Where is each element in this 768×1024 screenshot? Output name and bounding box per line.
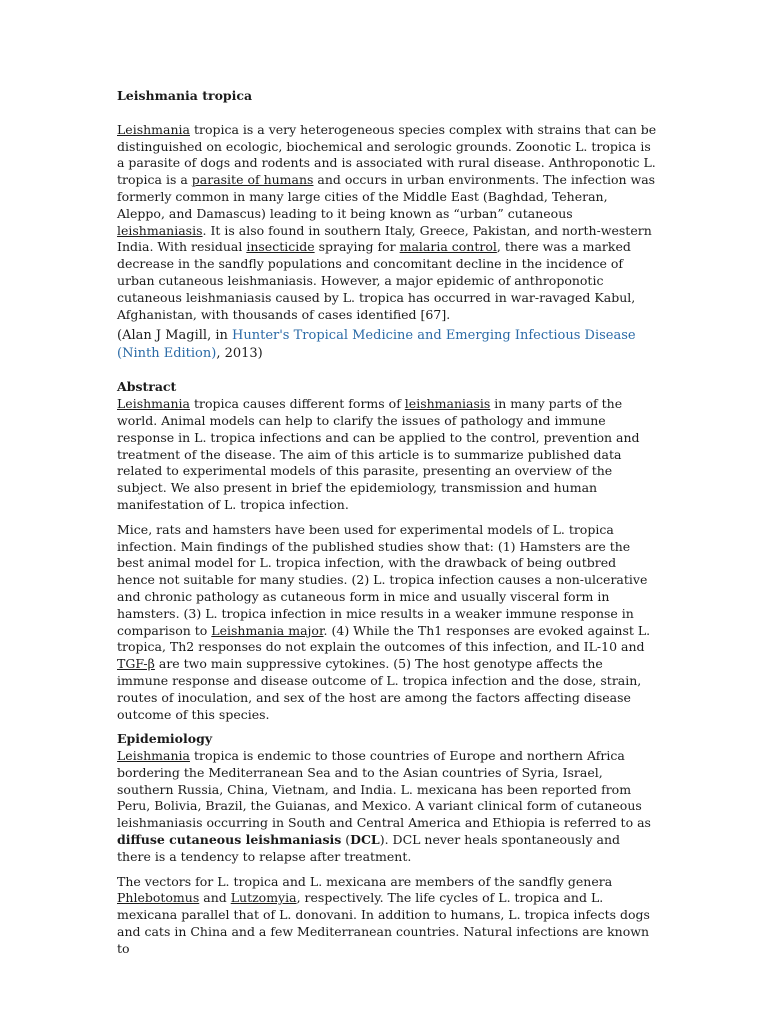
text-run: and [199, 890, 231, 906]
text-run: in many parts of the world. Animal models can help to clarify the issues of pathology and immune response in L. tropica infections and can be applied to the control, prevention and treatment of the disease. The aim of this article is to summarize published data related to experimental models of this parasite, presenting an overview of the subject. We also present in brief the epidemiology, transmission and human manifestation of L. tropica infection. [117, 396, 640, 512]
bold-term: DCL [350, 832, 380, 848]
text-run: Mice, rats and hamsters have been used for experimental models of L. tropica infection. Main findings of the published studies show that: (1) Hamsters are the best animal model for L. tropica infection, with the drawback of being outbred hence not suitable for many studies. (2) L. tropica infection causes a non-ulcerative and chronic pathology as cutaneous form in mice and usually visceral form in hamsters. (3) L. tropica infection in mice results in a weaker immune response in comparison to [117, 521, 648, 638]
text-run: . It is also found in southern Italy, Greece, Pakistan, and north-western India. With residual [117, 222, 652, 255]
term-link[interactable]: Lutzomyia [230, 890, 297, 906]
epidemiology-paragraph-2 [117, 874, 657, 958]
epidemiology-paragraph-1 [117, 748, 657, 866]
text-run: , there was a marked decrease in the sandfly populations and concomitant decline in the incidence of urban cutaneous leishmaniasis. However, a major epidemic of anthroponotic cutaneous leishmaniasis caused by L. tropica has occurred in war-ravaged Kabul, Afghanistan, with thousands of cases identified [67]. [117, 239, 636, 322]
abstract-paragraph-1 [117, 396, 657, 514]
document-content [117, 88, 657, 958]
citation-prefix: (Alan J Magill, in [117, 328, 233, 344]
text-run: , respectively. The life cycles of L. tropica and L. mexicana parallel that of L. donovani. In addition to humans, L. tropica infects dogs and cats in China and a few Mediterranean countries. Natural infections are known to [117, 890, 650, 956]
text-run: tropica is a very heterogeneous species complex with strains that can be distinguished on ecologic, biochemical and serologic grounds. Zoonotic L. tropica is a parasite of dogs and rodents and is associated with rural disease. Anthroponotic L. tropica is a [117, 121, 657, 188]
abstract-heading: Abstract [117, 379, 177, 395]
text-run: and occurs in urban environments. The infection was formerly common in many large cities of the Middle East (Baghdad, Teheran, Aleppo, and Damascus) leading to it being known as “urban” cutaneous [117, 172, 656, 221]
epidemiology-heading: Epidemiology [117, 731, 213, 747]
citation [117, 327, 657, 363]
text-run: are two main suppressive cytokines. (5) The host genotype affects the immune response and disease outcome of L. tropica infection and the dose, strain, routes of inoculation, and sex of the host are among the factors affecting disease outcome of this species. [117, 656, 642, 722]
term-link[interactable]: Leishmania [117, 396, 190, 412]
term-link[interactable]: TGF-β [117, 656, 155, 672]
citation-suffix: , 2013) [216, 346, 263, 362]
term-link[interactable]: Leishmania major [211, 622, 324, 638]
text-run: tropica is endemic to those countries of Europe and northern Africa bordering the Mediterranean Sea and to the Asian countries of Syria, Israel, southern Russia, China, Vietnam, and India. L. mexicana has been reported from Peru, Bolivia, Brazil, the Guianas, and Mexico. A variant clinical form of cutaneous leishmaniasis occurring in South and Central America and Ethiopia is referred to as [117, 748, 651, 831]
page-title: Leishmania tropica [117, 88, 253, 103]
term-link[interactable]: Phlebotomus [117, 890, 200, 906]
bold-term: diffuse cutaneous leishmaniasis [117, 832, 342, 848]
text-run: The vectors for L. tropica and L. mexicana are members of the sandfly genera [117, 873, 613, 889]
intro-paragraph [117, 122, 657, 324]
term-link[interactable]: leishmaniasis [117, 222, 203, 238]
term-link[interactable]: leishmaniasis [404, 396, 491, 412]
term-link[interactable]: malaria control [399, 239, 497, 255]
text-run: ). DCL never heals spontaneously and there is a tendency to relapse after treatment. [117, 832, 620, 864]
term-link[interactable]: Leishmania [117, 748, 190, 764]
book-link[interactable]: Hunter's Tropical Medicine and Emerging Infectious Disease (Ninth Edition) [117, 328, 636, 362]
term-link[interactable]: Leishmania [117, 121, 190, 137]
text-run: . (4) While the Th1 responses are evoked against L. tropica, Th2 responses do not explain the outcomes of this infection, and IL-10 and [117, 622, 651, 655]
term-link[interactable]: parasite of humans [191, 172, 314, 188]
abstract-paragraph-2 [117, 522, 657, 724]
text-run: spraying for [314, 239, 400, 255]
term-link[interactable]: insecticide [246, 239, 315, 255]
text-run: ( [341, 832, 351, 848]
text-run: tropica causes different forms of [189, 396, 405, 412]
